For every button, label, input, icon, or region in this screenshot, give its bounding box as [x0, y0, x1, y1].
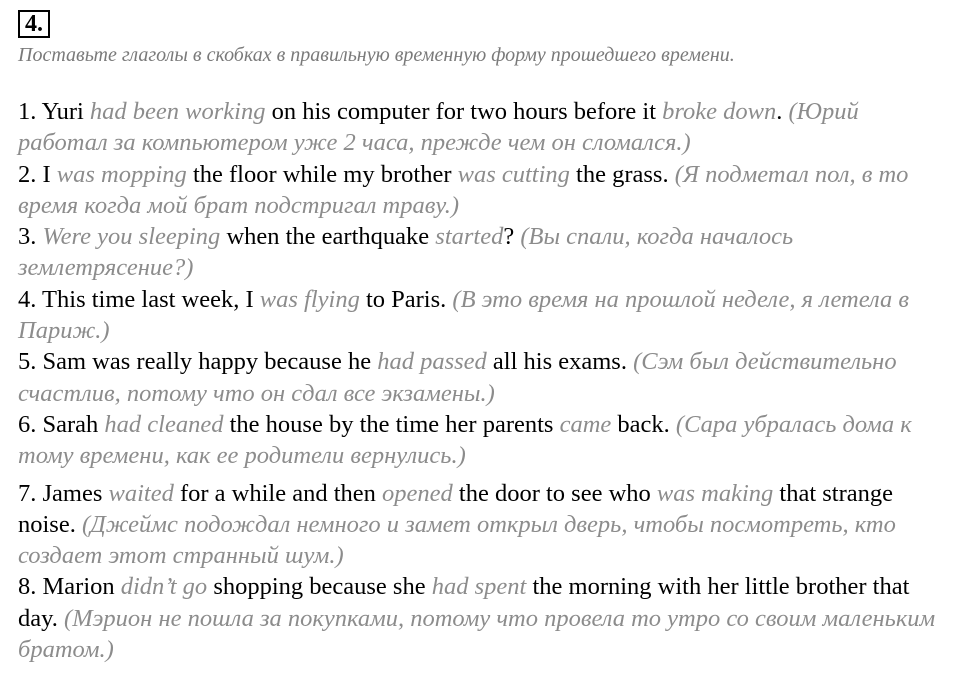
list-item: [18, 221, 948, 284]
item-text: the floor while my brother: [186, 160, 458, 188]
answer-verb: had spent: [431, 573, 527, 601]
translation: (Сэм был действительно счастлив, потому что он сдал все экзамены.): [18, 348, 897, 407]
item-text: on his computer for two hours before it: [265, 98, 663, 125]
translation: (Сара убралась дома к тому времени, как ее родители вернулись.): [18, 410, 912, 470]
answer-verb: had passed: [377, 348, 487, 376]
answer-verb: waited: [108, 479, 174, 507]
answer-verb: was flying: [259, 285, 360, 313]
item-text: when the earthquake: [220, 223, 436, 251]
translation: (Я подметал пол, в то время когда мой брат подстригал траву.): [18, 160, 909, 219]
list-item: [18, 409, 948, 472]
item-text: .: [776, 98, 789, 125]
translation: (В это время на прошлой неделе, я летела в Париж.): [18, 285, 909, 345]
answer-verb: Were you sleeping: [42, 223, 221, 251]
item-text: the door to see who: [452, 479, 657, 507]
item-text: ?: [503, 223, 521, 251]
answer-verb: was making: [656, 479, 774, 507]
translation: (Вы спали, когда началось землетрясение?): [18, 223, 794, 282]
translation: (Юрий работал за компьютером уже 2 часа, прежде чем он сломался.): [18, 98, 859, 157]
exercise-list: [18, 96, 948, 665]
list-item: [18, 284, 948, 347]
answer-verb: had been working: [89, 98, 266, 125]
item-text: that strange noise.: [18, 479, 894, 538]
answer-verb: was cutting: [457, 160, 570, 188]
item-text: the house by the time her parents: [223, 410, 560, 438]
item-text: 2. I: [18, 160, 57, 188]
answer-verb: opened: [382, 479, 453, 507]
item-text: shopping because she: [207, 573, 432, 601]
translation: (Мэрион не пошла за покупками, потому что провела то утро со своим маленьким братом.): [18, 604, 936, 664]
item-text: back.: [611, 410, 676, 438]
translation: (Джеймс подождал немного и замет открыл дверь, чтобы посмотреть, кто создает этот странный шум.): [18, 510, 896, 570]
item-text: the grass.: [569, 160, 675, 188]
answer-verb: didn’t go: [120, 573, 208, 601]
list-item: [18, 571, 948, 665]
list-item: [18, 96, 948, 159]
list-item: [18, 346, 948, 409]
item-text: for a while and then: [173, 479, 383, 507]
answer-verb: came: [559, 410, 612, 438]
answer-verb: started: [435, 223, 504, 251]
list-item: [18, 478, 948, 572]
item-text: all his exams.: [486, 348, 634, 376]
item-text: 7. James: [18, 479, 109, 507]
list-item: [18, 159, 948, 222]
item-text: 8. Marion: [18, 573, 121, 601]
item-text: 5. Sam was really happy because he: [18, 348, 378, 376]
item-text: 3.: [18, 223, 43, 251]
item-text: to Paris.: [359, 285, 453, 313]
item-text: 4. This time last week, I: [18, 285, 260, 313]
answer-verb: had cleaned: [104, 410, 224, 438]
answer-verb: broke down: [662, 98, 777, 125]
exercise-instruction: Поставьте глаголы в скобках в правильную временную форму прошедшего времени.: [18, 44, 735, 66]
answer-verb: was mopping: [56, 160, 187, 188]
item-text: 6. Sarah: [18, 410, 105, 438]
item-text: the morning with her little brother that day.: [18, 573, 910, 632]
item-text: 1. Yuri: [18, 98, 90, 125]
exercise-number: 4.: [18, 10, 50, 38]
